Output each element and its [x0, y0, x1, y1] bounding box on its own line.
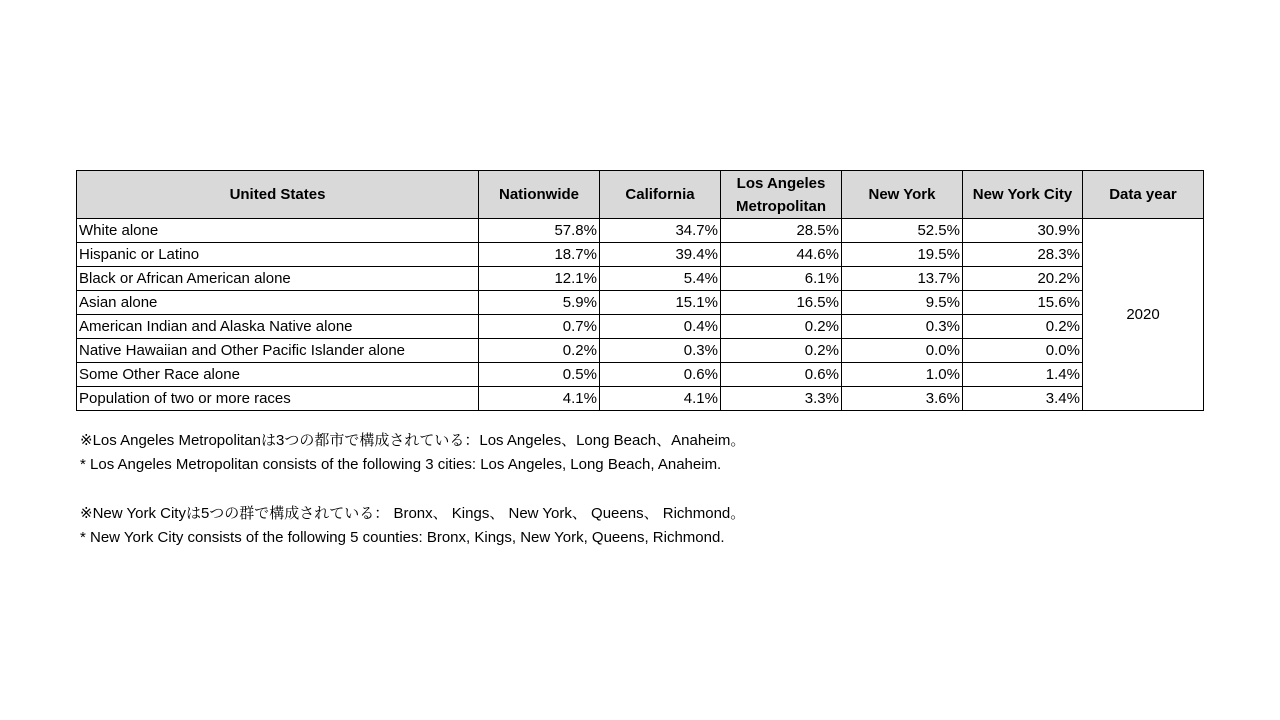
table-row — [77, 291, 1204, 315]
value-cell: 1.4% — [963, 363, 1083, 387]
value-cell: 20.2% — [963, 267, 1083, 291]
row-label: Population of two or more races — [77, 387, 479, 411]
value-cell: 9.5% — [842, 291, 963, 315]
value-cell: 0.0% — [963, 339, 1083, 363]
value-cell: 0.2% — [963, 315, 1083, 339]
value-cell: 1.0% — [842, 363, 963, 387]
value-cell: 15.1% — [600, 291, 721, 315]
value-cell: 34.7% — [600, 219, 721, 243]
table-row — [77, 363, 1204, 387]
header-row — [77, 171, 1204, 219]
row-label: Asian alone — [77, 291, 479, 315]
value-cell: 0.2% — [721, 339, 842, 363]
value-cell: 15.6% — [963, 291, 1083, 315]
header-cell: New York — [842, 171, 963, 219]
header-cell: Nationwide — [479, 171, 600, 219]
value-cell: 12.1% — [479, 267, 600, 291]
row-label: Native Hawaiian and Other Pacific Islander alone — [77, 339, 479, 363]
value-cell: 3.3% — [721, 387, 842, 411]
note-la-english: * Los Angeles Metropolitan consists of the following 3 cities: Los Angeles, Long Beach, Anaheim. — [80, 456, 722, 473]
value-cell: 28.5% — [721, 219, 842, 243]
table-row — [77, 387, 1204, 411]
table-row — [77, 267, 1204, 291]
value-cell: 0.0% — [842, 339, 963, 363]
value-cell: 5.9% — [479, 291, 600, 315]
demographics-table — [76, 170, 1204, 411]
data-year-cell: 2020 — [1083, 219, 1204, 411]
value-cell: 0.3% — [842, 315, 963, 339]
value-cell: 0.2% — [479, 339, 600, 363]
value-cell: 0.5% — [479, 363, 600, 387]
value-cell: 0.4% — [600, 315, 721, 339]
value-cell: 28.3% — [963, 243, 1083, 267]
header-cell: Data year — [1083, 171, 1204, 219]
row-label: American Indian and Alaska Native alone — [77, 315, 479, 339]
notes-ny — [80, 502, 745, 550]
value-cell: 57.8% — [479, 219, 600, 243]
value-cell: 0.6% — [600, 363, 721, 387]
table-row — [77, 243, 1204, 267]
table-row — [77, 315, 1204, 339]
value-cell: 0.7% — [479, 315, 600, 339]
value-cell: 0.6% — [721, 363, 842, 387]
notes-la — [80, 429, 745, 477]
value-cell: 3.4% — [963, 387, 1083, 411]
row-label: White alone — [77, 219, 479, 243]
value-cell: 4.1% — [479, 387, 600, 411]
row-label: Some Other Race alone — [77, 363, 479, 387]
note-ny-japanese: ※New York Cityは5つの群で構成されている： Bronx、 Kings、 New York、 Queens、 Richmond。 — [80, 505, 746, 522]
header-cell: California — [600, 171, 721, 219]
value-cell: 3.6% — [842, 387, 963, 411]
row-label: Hispanic or Latino — [77, 243, 479, 267]
value-cell: 16.5% — [721, 291, 842, 315]
row-label: Black or African American alone — [77, 267, 479, 291]
value-cell: 4.1% — [600, 387, 721, 411]
table-row — [77, 219, 1204, 243]
value-cell: 0.3% — [600, 339, 721, 363]
header-cell: New York City — [963, 171, 1083, 219]
header-cell: Los Angeles Metropolitan — [721, 171, 842, 219]
value-cell: 19.5% — [842, 243, 963, 267]
table-row — [77, 339, 1204, 363]
value-cell: 13.7% — [842, 267, 963, 291]
value-cell: 6.1% — [721, 267, 842, 291]
note-la-japanese: ※Los Angeles Metropolitanは3つの都市で構成されている：Los Angeles、Long Beach、Anaheim。 — [80, 432, 746, 449]
note-ny-english: * New York City consists of the following 5 counties: Bronx, Kings, New York, Queens, Richmond. — [80, 529, 725, 546]
value-cell: 30.9% — [963, 219, 1083, 243]
value-cell: 52.5% — [842, 219, 963, 243]
value-cell: 44.6% — [721, 243, 842, 267]
header-cell: United States — [77, 171, 479, 219]
value-cell: 0.2% — [721, 315, 842, 339]
value-cell: 39.4% — [600, 243, 721, 267]
value-cell: 5.4% — [600, 267, 721, 291]
value-cell: 18.7% — [479, 243, 600, 267]
table-body — [77, 219, 1204, 411]
